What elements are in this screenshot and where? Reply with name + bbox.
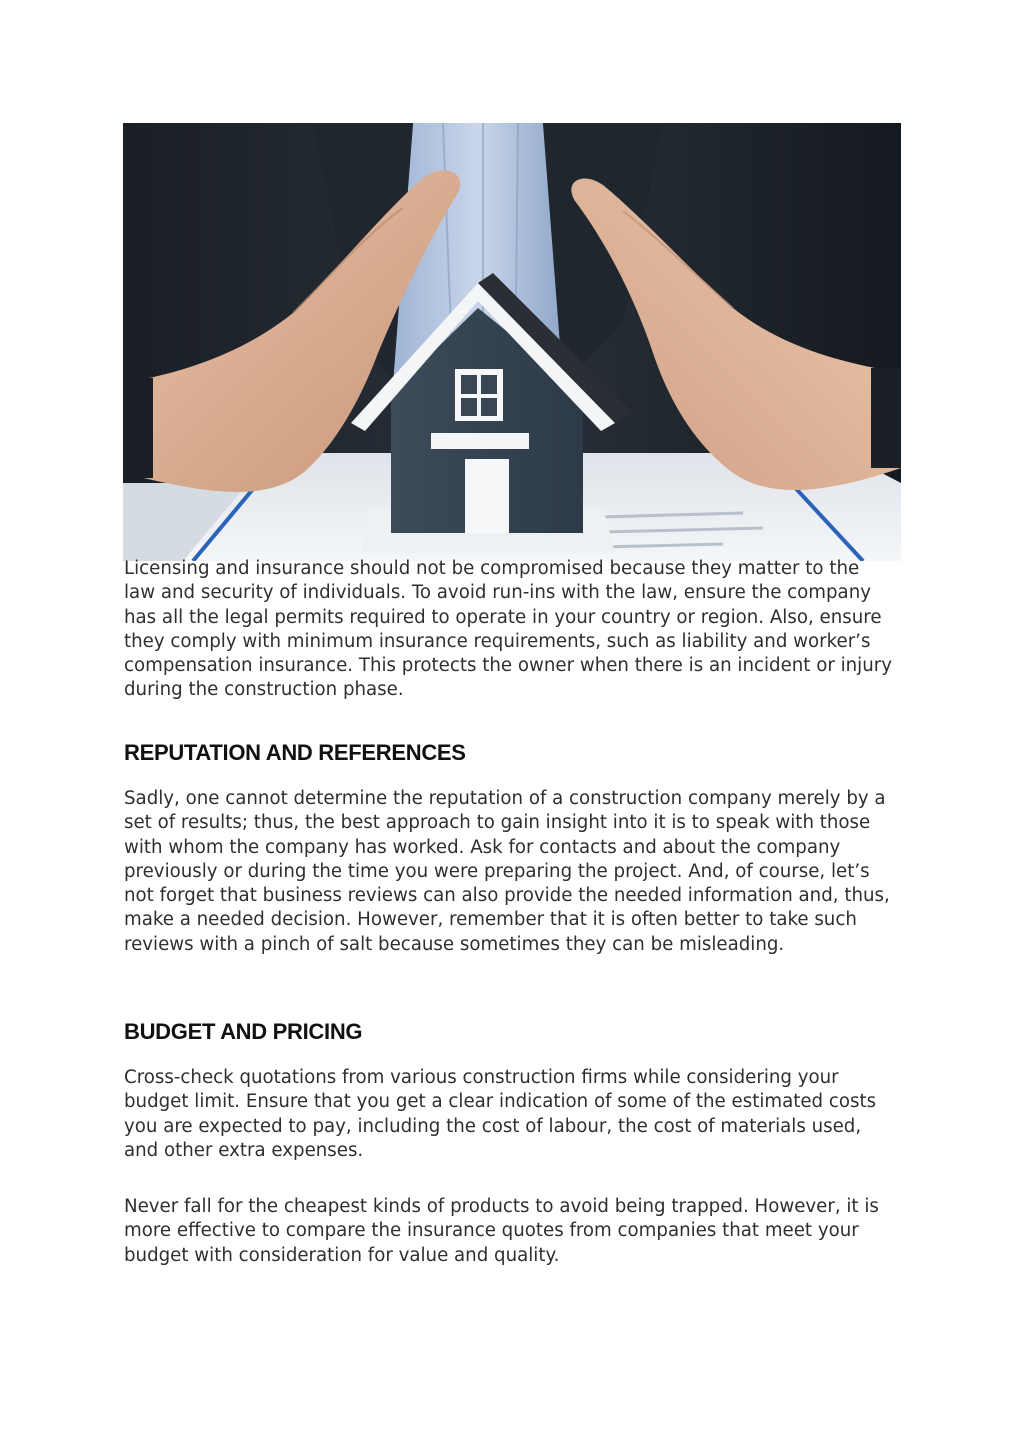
reputation-heading: REPUTATION AND REFERENCES	[124, 740, 466, 765]
budget-heading: BUDGET AND PRICING	[124, 1019, 363, 1044]
budget-paragraph-2: Never fall for the cheapest kinds of products to avoid being trapped. However, it is more effective to compare the insurance quotes from companies that meet your budget with consideration for value and quality.	[124, 1196, 879, 1266]
house-model-hands-photo	[123, 123, 901, 561]
reputation-paragraph: Sadly, one cannot determine the reputation of a construction company merely by a set of results; thus, the best approach to gain insight into it is to speak with those with whom the company has worked. Ask for contacts and about the company previously or during the time you were preparing the project. And, of course, let’s not forget that business reviews can also provide the needed information and, thus, make a needed decision. However, remember that it is often better to take such reviews with a pinch of salt because sometimes they can be misleading.	[124, 788, 890, 955]
budget-paragraph-1: Cross-check quotations from various construction firms while considering your budget limit. Ensure that you get a clear indication of some of the estimated costs you are expected to pay, including the cost of labour, the cost of materials used, and other extra expenses.	[124, 1067, 877, 1161]
intro-paragraph: Licensing and insurance should not be compromised because they matter to the law and security of individuals. To avoid run-ins with the law, ensure the company has all the legal permits required to operate in your country or region. Also, ensure they comply with minimum insurance requirements, such as liability and worker’s compensation insurance. This protects the owner when there is an incident or injury during the construction phase.	[124, 558, 892, 701]
